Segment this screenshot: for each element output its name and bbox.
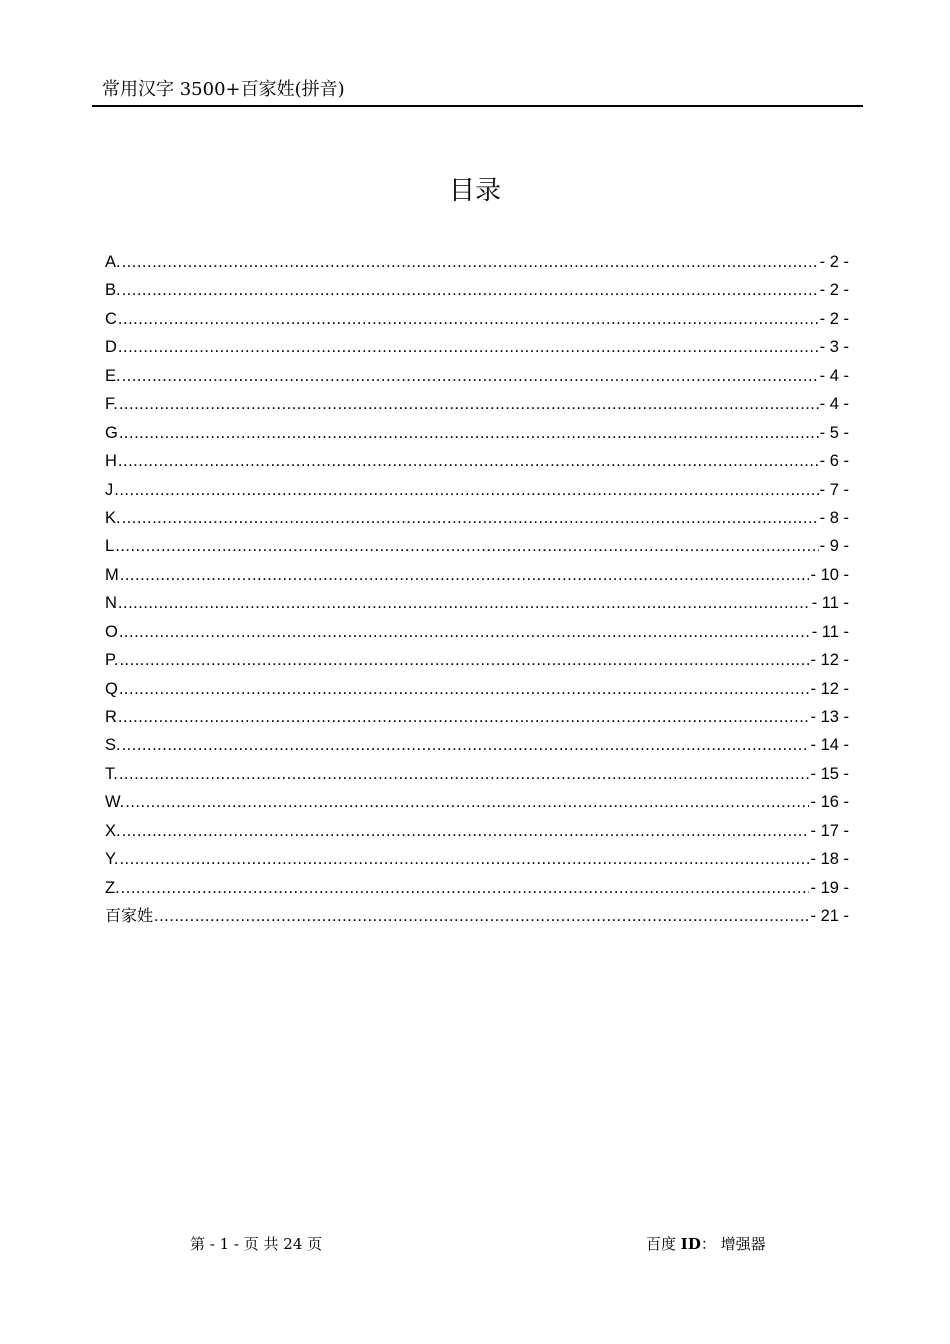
toc-entry-page: - 17 -: [810, 821, 849, 840]
toc-dot-leader: [154, 904, 809, 928]
toc-entry-label: P.: [105, 651, 119, 670]
toc-entry-label: D: [105, 338, 117, 357]
toc-entry-j[interactable]: [105, 478, 849, 506]
toc-entry-page: - 2 -: [819, 309, 849, 328]
toc-entry-label: L: [105, 537, 115, 556]
toc-entry-t[interactable]: [105, 762, 849, 790]
toc-dot-leader: [118, 307, 819, 331]
toc-dot-leader: [119, 847, 809, 871]
toc-entry-page: - 10 -: [810, 565, 849, 584]
toc-dot-leader: [119, 762, 810, 786]
toc-entry-label: O: [105, 622, 118, 641]
toc-entry-page: - 16 -: [810, 793, 849, 812]
toc-dot-leader: [122, 819, 810, 843]
toc-entry-label: B.: [105, 281, 121, 300]
toc-entry-g[interactable]: [105, 421, 849, 449]
toc-entry-page: - 4 -: [819, 366, 849, 385]
toc-entry-label: Z.: [105, 878, 120, 897]
toc-entry-label: R: [105, 708, 117, 726]
toc-entry-surnames[interactable]: [105, 904, 849, 932]
toc-entry-label: E.: [105, 366, 121, 385]
toc-entry-page: - 8 -: [819, 508, 849, 527]
toc-entry-label: T.: [105, 764, 118, 783]
toc-dot-leader: [121, 876, 810, 900]
toc-dot-leader: [122, 364, 819, 388]
footer-id: [646, 1233, 766, 1255]
toc-dot-leader: [119, 620, 811, 644]
toc-entry-page: - 7 -: [819, 480, 849, 499]
toc-dot-leader: [122, 278, 819, 302]
toc-dot-leader: [120, 563, 810, 587]
header-title: 常用汉字 3500+百家姓(拼音): [102, 79, 345, 100]
toc-entry-y[interactable]: [105, 847, 849, 875]
toc-entry-c[interactable]: [105, 307, 849, 335]
toc-entry-page: - 11 -: [811, 622, 849, 641]
toc-entry-f[interactable]: [105, 392, 849, 420]
toc-entry-q[interactable]: [105, 677, 849, 705]
toc-entry-p[interactable]: [105, 648, 849, 676]
toc-dot-leader: [125, 790, 809, 814]
toc-entry-page: - 11 -: [811, 594, 849, 613]
footer-id-value: 增强器: [720, 1235, 766, 1253]
toc-entry-w[interactable]: [105, 790, 849, 818]
toc-dot-leader: [118, 591, 811, 615]
toc-entry-m[interactable]: [105, 563, 849, 591]
toc-dot-leader: [122, 506, 819, 530]
toc-entry-k[interactable]: [105, 506, 849, 534]
toc-entry-label: G: [105, 423, 118, 442]
toc-entry-label: N: [105, 594, 117, 613]
toc-entry-page: - 3 -: [819, 338, 849, 357]
toc-entry-page: - 4 -: [819, 395, 849, 414]
toc-entry-page: - 9 -: [819, 537, 849, 556]
toc-entry-s[interactable]: [105, 733, 849, 761]
toc-dot-leader: [114, 478, 818, 502]
toc-entry-label: F.: [105, 395, 118, 414]
toc-entry-page: - 5 -: [819, 423, 849, 442]
toc-entry-n[interactable]: [105, 591, 849, 619]
toc-dot-leader: [118, 449, 819, 473]
toc-entry-label: W.: [105, 793, 125, 812]
footer-id-label: 百度: [646, 1235, 677, 1253]
toc-entry-label: K.: [105, 508, 121, 527]
toc-entry-label: S.: [105, 736, 121, 755]
toc-entry-page: - 13 -: [810, 708, 849, 726]
toc-dot-leader: [115, 534, 818, 558]
page-header: [92, 78, 863, 107]
toc-entry-h[interactable]: [105, 449, 849, 477]
toc-entry-label: J: [105, 480, 114, 499]
toc-dot-leader: [119, 648, 809, 672]
toc-dot-leader: [118, 335, 819, 359]
toc-entry-z[interactable]: [105, 876, 849, 904]
toc-entry-page: - 18 -: [810, 850, 849, 869]
toc-entry-page: - 14 -: [810, 736, 849, 755]
toc-entry-page: - 12 -: [810, 651, 849, 670]
toc-entry-b[interactable]: [105, 278, 849, 306]
toc-dot-leader: [118, 705, 810, 729]
toc-entry-page: - 19 -: [810, 878, 849, 897]
toc-dot-leader: [122, 250, 819, 274]
toc-entry-label: Y.: [105, 850, 119, 869]
toc-entry-page: - 2 -: [819, 253, 849, 271]
toc-dot-leader: [122, 733, 810, 757]
toc-entry-a[interactable]: [105, 250, 849, 278]
toc-entry-o[interactable]: [105, 620, 849, 648]
toc-entry-page: - 6 -: [819, 452, 849, 471]
toc-entry-d[interactable]: [105, 335, 849, 363]
toc-dot-leader: [119, 421, 819, 445]
toc-dot-leader: [119, 392, 819, 416]
footer-id-separator: ：: [700, 1235, 716, 1253]
toc-entry-label: 百家姓: [105, 906, 154, 926]
toc-entry-label: C: [105, 309, 117, 328]
footer-page-info: 第 - 1 - 页 共 24 页: [190, 1235, 323, 1253]
toc-entry-e[interactable]: [105, 364, 849, 392]
toc-entry-x[interactable]: [105, 819, 849, 847]
toc-entry-label: A.: [105, 253, 121, 271]
toc-entry-label: M: [105, 565, 119, 584]
toc-entry-label: H: [105, 452, 117, 471]
toc-entry-l[interactable]: [105, 534, 849, 562]
toc-entry-page: - 15 -: [810, 764, 849, 783]
toc-entry-page: - 12 -: [810, 679, 849, 698]
toc-entry-label: X.: [105, 821, 121, 840]
toc-dot-leader: [119, 677, 810, 701]
toc-entry-label: Q: [105, 679, 118, 698]
toc-list: [105, 250, 849, 933]
footer-id-key: ID: [680, 1235, 701, 1253]
toc-entry-r[interactable]: [105, 705, 849, 733]
toc-entry-page: - 2 -: [819, 281, 849, 300]
toc-entry-page: - 21 -: [810, 907, 849, 926]
toc-title: 目录: [448, 176, 501, 206]
